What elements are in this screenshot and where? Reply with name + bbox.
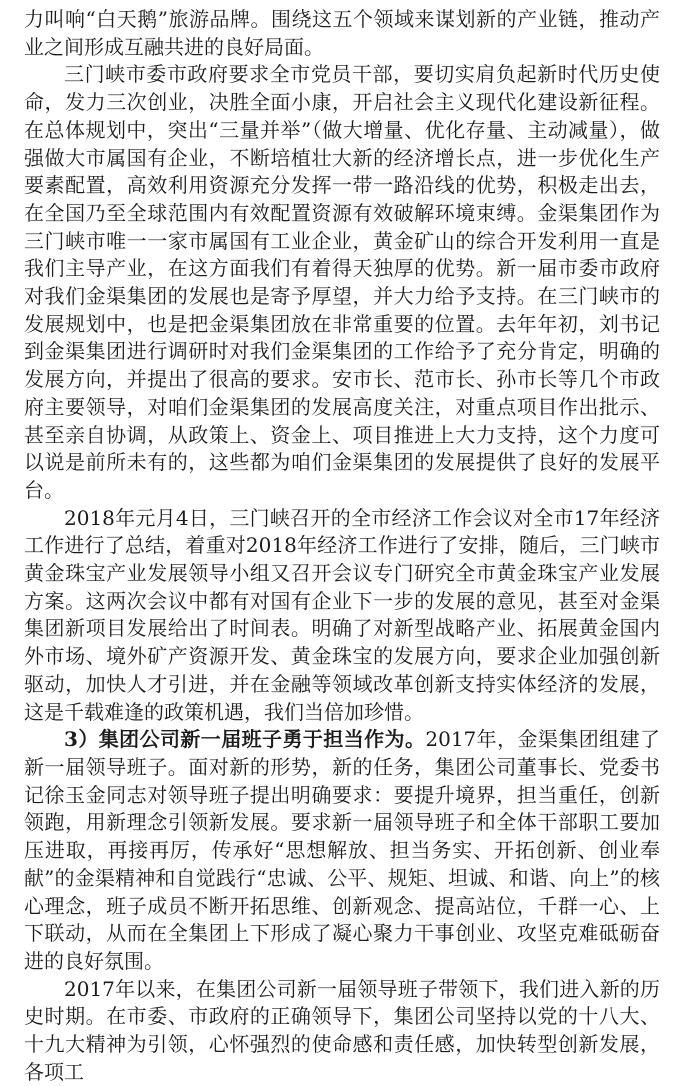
- paragraph-4-text: 2017年，金渠集团组建了新一届领导班子。面对新的形势，新的任务，集团公司董事长、党委书记徐玉金同志对领导班子提出明确要求：要提升境界，担当重任，创新领跑，用新理念引领新发展。要求新一届领导班子和全体干部职工要加压进取，再接再厉，传承好“思想解放、担当务实、开拓创新、创业奉献”的金渠精神和自觉践行“忠诚、公平、规矩、坦诚、和谐、向上”的核心理念，班子成员不断开拓思维、创新观念、提高站位，千群一心、上下联动，从而在全集团上下形成了凝心聚力干事创业、攻坚克难砥砺奋进的良好氛围。: [24, 727, 660, 973]
- paragraph-3-text: 2018年元月4日，三门峡召开的全市经济工作会议对全市17年经济工作进行了总结，着重对2018年经济工作进行了安排，随后，三门峡市黄金珠宝产业发展领导小组又召开会议专门研究全市黄金珠宝产业发展方案。这两次会议中都有对国有企业下一步的发展的意见，甚至对金渠集团新项目发展给出了时间表。明确了对新型战略产业、拓展黄金国内外市场、境外矿产资源开发、黄金珠宝的发展方向，要求企业加强创新驱动，加快人才引进，并在金融等领域改革创新支持实体经济的发展，这是千载难逢的政策机遇，我们当倍加珍惜。: [24, 505, 660, 724]
- paragraph-2: [24, 61, 660, 504]
- paragraph-5-text: 2017年以来，在集团公司新一届领导班子带领下，我们进入新的历史时期。在市委、市政府的正确领导下，集团公司坚持以党的十八大、十九大精神为引领，心怀强烈的使命感和责任感，加快转型创新发展，各项工: [24, 976, 660, 1084]
- paragraph-4: [24, 726, 660, 975]
- paragraph-1: [24, 6, 660, 61]
- paragraph-3: [24, 505, 660, 727]
- paragraph-5: [24, 976, 660, 1086]
- paragraph-1-text: 力叫响“白天鹅”旅游品牌。围绕这五个领域来谋划新的产业链，推动产业之间形成互融共进的良好局面。: [24, 7, 660, 59]
- section-heading: 3）集团公司新一届班子勇于担当作为。: [64, 727, 426, 752]
- paragraph-2-text: 三门峡市委市政府要求全市党员干部，要切实肩负起新时代历史使命，发力三次创业，决胜全面小康，开启社会主义现代化建设新征程。在总体规划中，突出“三量并举”（做大增量、优化存量、主动减量），做强做大市属国有企业，不断培植壮大新的经济增长点，进一步优化生产要素配置，高效利用资源充分发挥一带一路沿线的优势，积极走出去，在全国乃至全球范围内有效配置资源有效破解环境束缚。金渠集团作为三门峡市唯一一家市属国有工业企业，黄金矿山的综合开发利用一直是我们主导产业，在这方面我们有着得天独厚的优势。新一届市委市政府对我们金渠集团的发展也是寄予厚望，并大力给予支持。在三门峡市的发展规划中，也是把金渠集团放在非常重要的位置。去年年初，刘书记到金渠集团进行调研时对我们金渠集团的工作给予了充分肯定，明确的发展方向，并提出了很高的要求。安市长、范市长、孙市长等几个市政府主要领导，对咱们金渠集团的发展高度关注，对重点项目作出批示、甚至亲自协调，从政策上、资金上、项目推进上大力支持，这个力度可以说是前所未有的，这些都为咱们金渠集团的发展提供了良好的发展平台。: [24, 62, 660, 502]
